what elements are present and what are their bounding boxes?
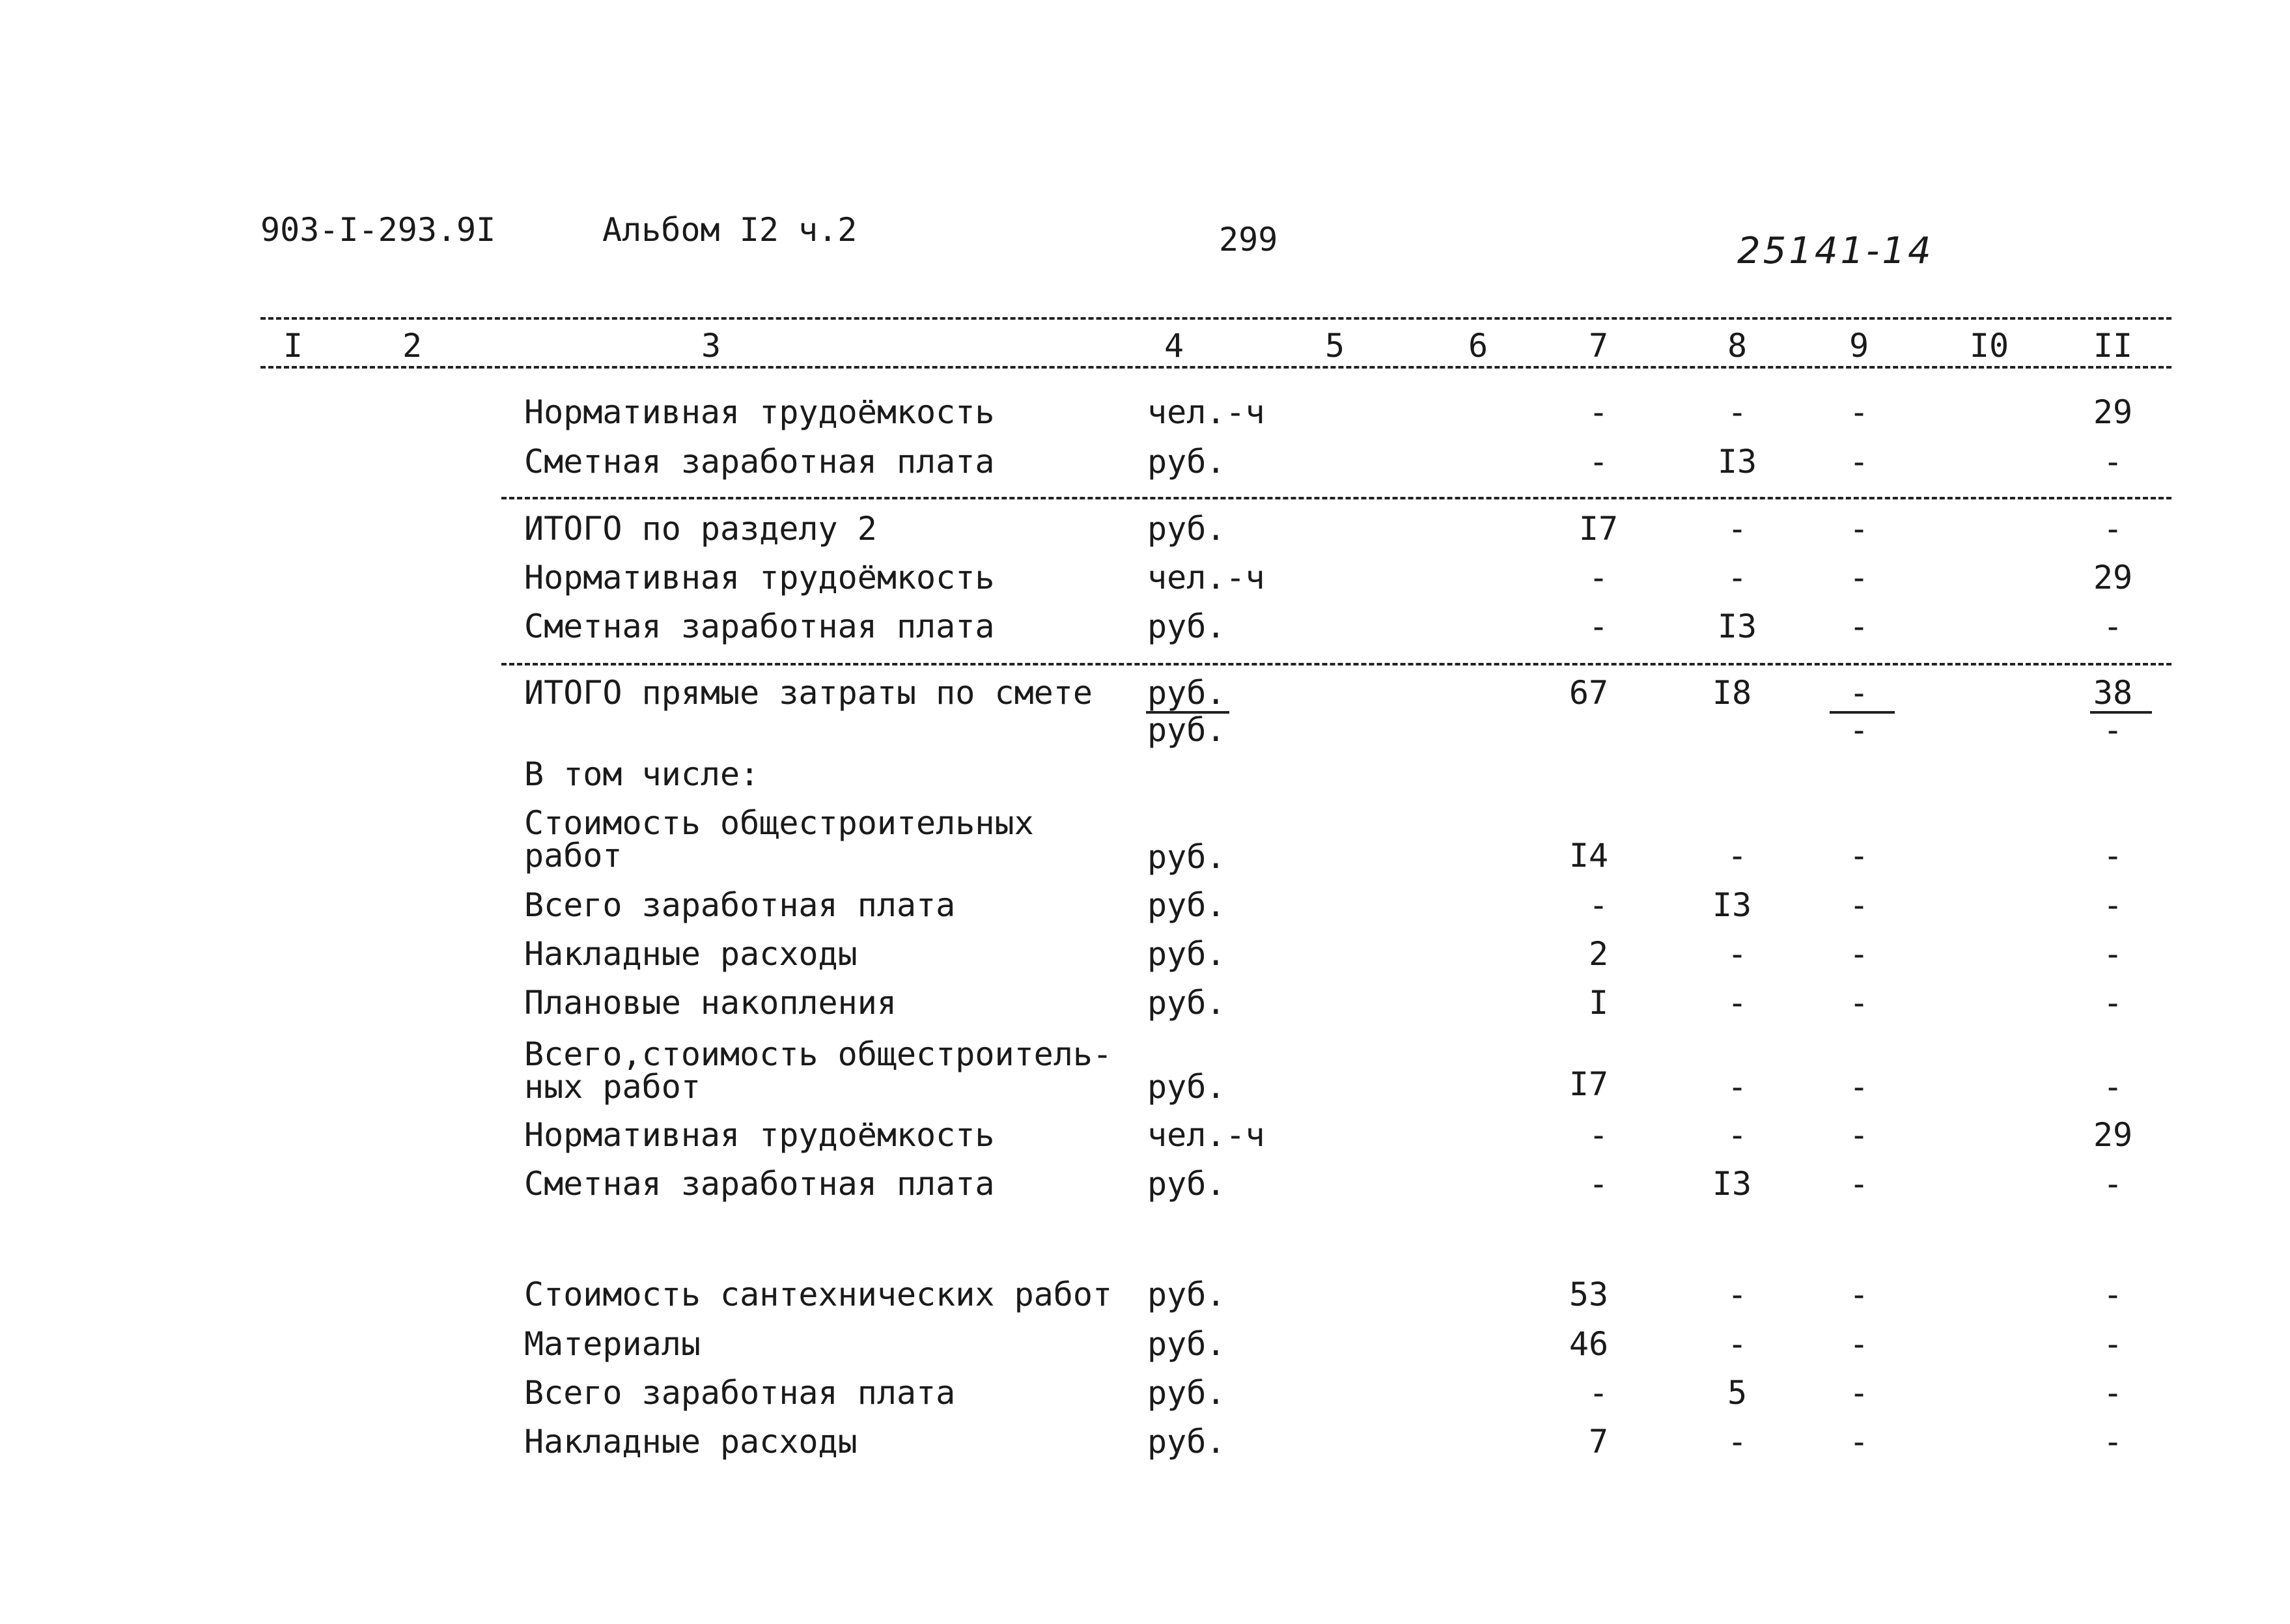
row-unit: руб. — [1147, 984, 1226, 1022]
row-unit: чел.-ч — [1147, 1116, 1265, 1154]
row-unit: руб. — [1147, 1068, 1226, 1106]
row-col9: - — [1849, 1165, 1869, 1203]
row-col11: - — [2102, 1165, 2123, 1203]
row-unit: руб. — [1147, 1325, 1226, 1363]
row-col11: - — [2102, 1325, 2123, 1363]
row-col8: - — [1727, 935, 1748, 973]
row-col8: - — [1727, 393, 1748, 431]
column-header-5: 5 — [1324, 327, 1345, 365]
row-col8: - — [1727, 837, 1748, 875]
row-col8: I3 — [1712, 1165, 1752, 1203]
row-col9: - — [1849, 935, 1869, 973]
row-label: ИТОГО по разделу 2 — [524, 510, 877, 548]
row-col8: - — [1727, 1116, 1748, 1154]
column-header-4: 4 — [1164, 327, 1184, 365]
row-col7: I7 — [1578, 510, 1619, 548]
row-col8: - — [1727, 559, 1748, 596]
row-unit: руб. — [1147, 1374, 1226, 1412]
row-label: ИТОГО прямые затраты по смете — [524, 674, 1093, 712]
column-header-9: 9 — [1849, 327, 1869, 365]
row-col11: - — [2102, 1423, 2123, 1461]
column-header-1: I — [283, 327, 303, 365]
row-unit: руб. — [1147, 935, 1226, 973]
row-unit: руб. — [1147, 510, 1226, 548]
row-col8: - — [1727, 1068, 1748, 1106]
row-col9-second-line: - — [1849, 711, 1869, 749]
row-label: Сметная заработная плата — [524, 1165, 995, 1203]
row-col9: - — [1849, 1116, 1869, 1154]
row-col11: - — [2102, 510, 2123, 548]
row-unit: руб. — [1147, 1423, 1226, 1461]
row-col8: - — [1727, 1276, 1748, 1313]
row-col7: 2 — [1588, 935, 1609, 973]
row-col9: - — [1849, 984, 1869, 1022]
row-unit: руб. — [1147, 443, 1226, 481]
inventory-stamp: 25141-14 — [1737, 230, 1934, 272]
row-label: Накладные расходы — [524, 1423, 858, 1461]
row-unit: руб. — [1147, 838, 1226, 876]
row-col11: - — [2102, 608, 2123, 645]
row-unit: чел.-ч — [1147, 559, 1265, 596]
row-col11: - — [2102, 1374, 2123, 1412]
column-header-3: 3 — [701, 327, 721, 365]
row-label: Накладные расходы — [524, 935, 858, 973]
row-col8: I8 — [1712, 674, 1752, 712]
row-col11: - — [2102, 935, 2123, 973]
row-unit: руб. — [1147, 1276, 1226, 1313]
row-col8: 5 — [1727, 1374, 1748, 1412]
row-col11: - — [2102, 984, 2123, 1022]
row-col11: - — [2102, 443, 2123, 481]
row-col9: - — [1849, 443, 1869, 481]
row-col7: - — [1588, 559, 1609, 596]
row-col7: - — [1588, 393, 1609, 431]
row-col9: - — [1849, 1068, 1869, 1106]
column-header-2: 2 — [402, 327, 423, 365]
row-col9: - — [1849, 1423, 1869, 1461]
row-label: Всего заработная плата — [524, 886, 956, 924]
row-col8: I3 — [1712, 886, 1752, 924]
row-label-second-line: ных работ — [524, 1068, 701, 1106]
row-col9: - — [1849, 1374, 1869, 1412]
row-label: Материалы — [524, 1325, 701, 1363]
row-col11: - — [2102, 886, 2123, 924]
row-col9: - — [1849, 393, 1869, 431]
row-col11: 38 — [2093, 674, 2133, 712]
row-col11: 29 — [2093, 393, 2133, 431]
row-label: Нормативная трудоёмкость — [524, 1116, 995, 1154]
row-col11: - — [2102, 837, 2123, 875]
row-unit: руб. — [1147, 886, 1226, 924]
row-col9: - — [1849, 1325, 1869, 1363]
column-header-11: II — [2093, 327, 2133, 365]
row-label: Сметная заработная плата — [524, 608, 995, 645]
row-col8: - — [1727, 510, 1748, 548]
row-col7: - — [1588, 886, 1609, 924]
row-col11: - — [2102, 1276, 2123, 1313]
row-col8: - — [1727, 1423, 1748, 1461]
page-number: 299 — [1219, 221, 1278, 259]
row-col7: I4 — [1569, 837, 1609, 875]
row-col11: 29 — [2093, 1116, 2133, 1154]
row-col7: 46 — [1569, 1325, 1609, 1363]
section-divider — [501, 497, 2171, 499]
row-col7: - — [1588, 1165, 1609, 1203]
row-col7: - — [1588, 1374, 1609, 1412]
row-unit: руб. — [1147, 608, 1226, 645]
row-col7: 53 — [1569, 1276, 1609, 1313]
row-col7: - — [1588, 1116, 1609, 1154]
header-rule-top — [260, 317, 2171, 320]
row-label: Стоимость общестроительных — [524, 804, 1034, 842]
column-header-6: 6 — [1468, 327, 1488, 365]
row-unit: руб. — [1147, 674, 1226, 712]
row-col9: - — [1849, 608, 1869, 645]
row-label: Всего,стоимость общестроитель- — [524, 1035, 1113, 1073]
row-col8: - — [1727, 984, 1748, 1022]
row-col9: - — [1849, 674, 1869, 712]
section-divider — [501, 663, 2171, 665]
row-col8: I3 — [1717, 608, 1757, 645]
row-unit: руб. — [1147, 1165, 1226, 1203]
column-header-8: 8 — [1727, 327, 1748, 365]
row-label: Сметная заработная плата — [524, 443, 995, 481]
row-col7: - — [1588, 608, 1609, 645]
row-label: Плановые накопления — [524, 984, 897, 1022]
row-col11: - — [2102, 1068, 2123, 1106]
row-label: Стоимость сантехнических работ — [524, 1276, 1113, 1313]
row-col9: - — [1849, 559, 1869, 596]
row-col8: - — [1727, 1325, 1748, 1363]
column-header-7: 7 — [1588, 327, 1609, 365]
row-col7: 7 — [1588, 1423, 1609, 1461]
row-label: Нормативная трудоёмкость — [524, 559, 995, 596]
row-label-second-line: работ — [524, 837, 622, 875]
row-unit: чел.-ч — [1147, 393, 1265, 431]
row-col9: - — [1849, 510, 1869, 548]
row-col11-second-line: - — [2102, 711, 2123, 749]
row-label: Нормативная трудоёмкость — [524, 393, 995, 431]
row-col9: - — [1849, 837, 1869, 875]
row-label: Всего заработная плата — [524, 1374, 956, 1412]
row-col7: 67 — [1569, 674, 1609, 712]
row-col7: I — [1588, 984, 1609, 1022]
row-unit-second-line: руб. — [1147, 711, 1226, 749]
row-label: В том числе: — [524, 755, 760, 793]
row-col7: I7 — [1569, 1065, 1609, 1103]
row-col11: 29 — [2093, 559, 2133, 596]
column-header-10: I0 — [1969, 327, 2009, 365]
header-rule-bottom — [260, 366, 2171, 369]
album-label: Альбом I2 ч.2 — [602, 211, 858, 249]
document-code: 903-I-293.9I — [260, 211, 496, 249]
row-col9: - — [1849, 1276, 1869, 1313]
row-col8: I3 — [1717, 443, 1757, 481]
row-col7: - — [1588, 443, 1609, 481]
row-col9: - — [1849, 886, 1869, 924]
